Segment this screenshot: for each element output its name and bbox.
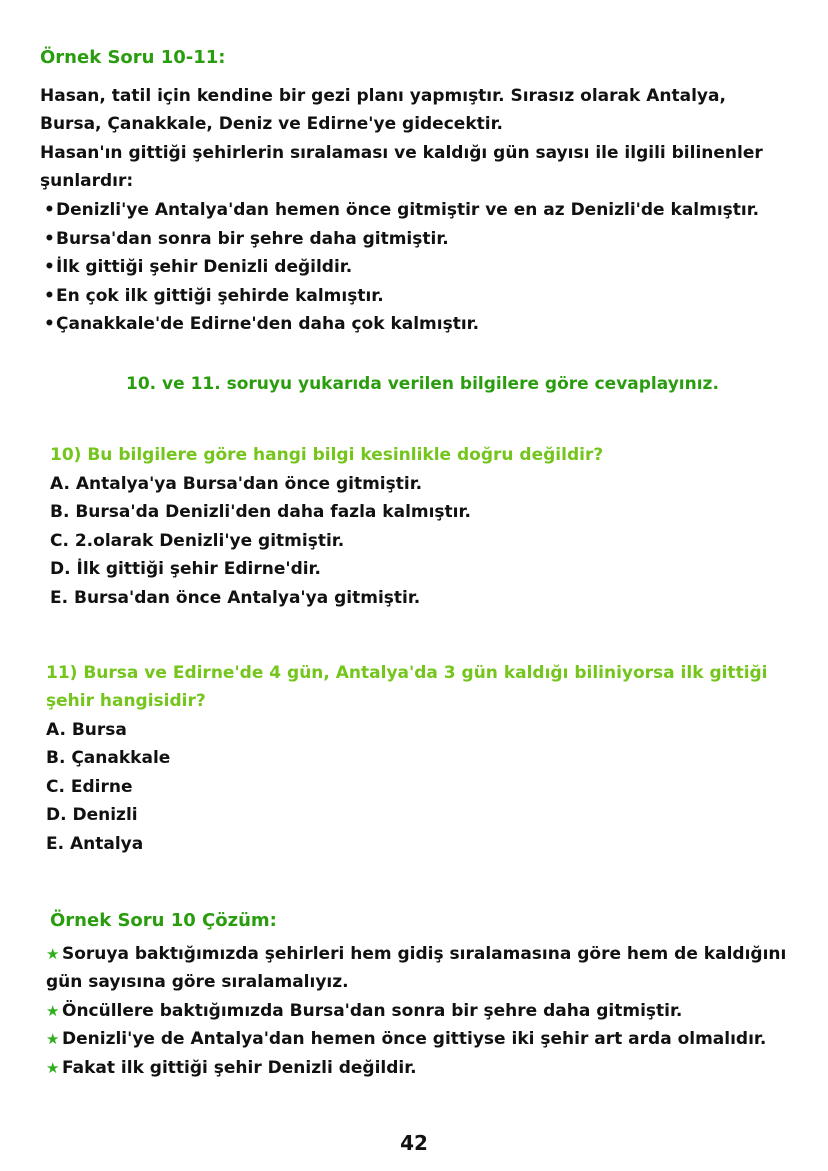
bullet-icon: • [44, 200, 55, 220]
fact-text: Çanakkale'de Edirne'den daha çok kalmıştır. [56, 314, 480, 334]
solution-text: Öncüllere baktığımızda Bursa'dan sonra bir şehre daha gitmiştir. [62, 1001, 683, 1021]
option: D. Denizli [46, 805, 138, 825]
instruction: 10. ve 11. soruyu yukarıda verilen bilgilere göre cevaplayınız. [126, 374, 719, 394]
list-item [44, 313, 479, 335]
option: A. Antalya'ya Bursa'dan önce gitmiştir. [50, 474, 423, 494]
question-text: 11) Bursa ve Edirne'de 4 gün, Antalya'da 3 gün kaldığı biliniyorsa ilk gittiği [46, 663, 768, 683]
solution-text: Soruya baktığımızda şehirleri hem gidiş sıralamasına göre hem de kaldığını [62, 944, 787, 964]
option: A. Bursa [46, 720, 127, 740]
intro-line: şunlardır: [40, 171, 134, 191]
bullet-icon: • [44, 286, 55, 306]
fact-text: İlk gittiği şehir Denizli değildir. [56, 257, 353, 277]
solution-text: Fakat ilk gittiği şehir Denizli değildir. [62, 1058, 417, 1078]
list-item [44, 256, 352, 278]
solution-text: gün sayısına göre sıralamalıyız. [46, 972, 349, 992]
list-item [46, 943, 786, 965]
option: E. Bursa'dan önce Antalya'ya gitmiştir. [50, 588, 421, 608]
list-item [46, 1057, 417, 1079]
option: B. Çanakkale [46, 748, 171, 768]
intro-line: Bursa, Çanakkale, Deniz ve Edirne'ye gidecektir. [40, 114, 504, 134]
fact-text: Denizli'ye Antalya'dan hemen önce gitmiştir ve en az Denizli'de kalmıştır. [56, 200, 760, 220]
page-number: 42 [400, 1131, 428, 1155]
list-item [44, 228, 449, 250]
list-item [44, 285, 384, 307]
bullet-icon: • [44, 314, 55, 334]
solution-text: Denizli'ye de Antalya'dan hemen önce gittiyse iki şehir art arda olmalıdır. [62, 1029, 767, 1049]
star-icon: ★ [46, 945, 60, 963]
fact-text: Bursa'dan sonra bir şehre daha gitmiştir. [56, 229, 449, 249]
option: E. Antalya [46, 834, 144, 854]
option: B. Bursa'da Denizli'den daha fazla kalmıştır. [50, 502, 471, 522]
solution-title: Örnek Soru 10 Çözüm: [50, 910, 277, 931]
option: D. İlk gittiği şehir Edirne'dir. [50, 559, 321, 579]
star-icon: ★ [46, 1002, 60, 1020]
list-item [44, 199, 759, 221]
star-icon: ★ [46, 1059, 60, 1077]
heading: Örnek Soru 10-11: [40, 47, 226, 68]
question-text: şehir hangisidir? [46, 691, 206, 711]
fact-text: En çok ilk gittiği şehirde kalmıştır. [56, 286, 384, 306]
list-item [46, 1028, 766, 1050]
intro-line: Hasan'ın gittiği şehirlerin sıralaması ve kaldığı gün sayısı ile ilgili bilinenler [40, 143, 763, 163]
bullet-icon: • [44, 229, 55, 249]
option: C. 2.olarak Denizli'ye gitmiştir. [50, 531, 345, 551]
list-item [46, 1000, 682, 1022]
bullet-icon: • [44, 257, 55, 277]
star-icon: ★ [46, 1030, 60, 1048]
intro-line: Hasan, tatil için kendine bir gezi planı yapmıştır. Sırasız olarak Antalya, [40, 86, 726, 106]
option: C. Edirne [46, 777, 133, 797]
question-text: 10) Bu bilgilere göre hangi bilgi kesinlikle doğru değildir? [50, 445, 604, 465]
